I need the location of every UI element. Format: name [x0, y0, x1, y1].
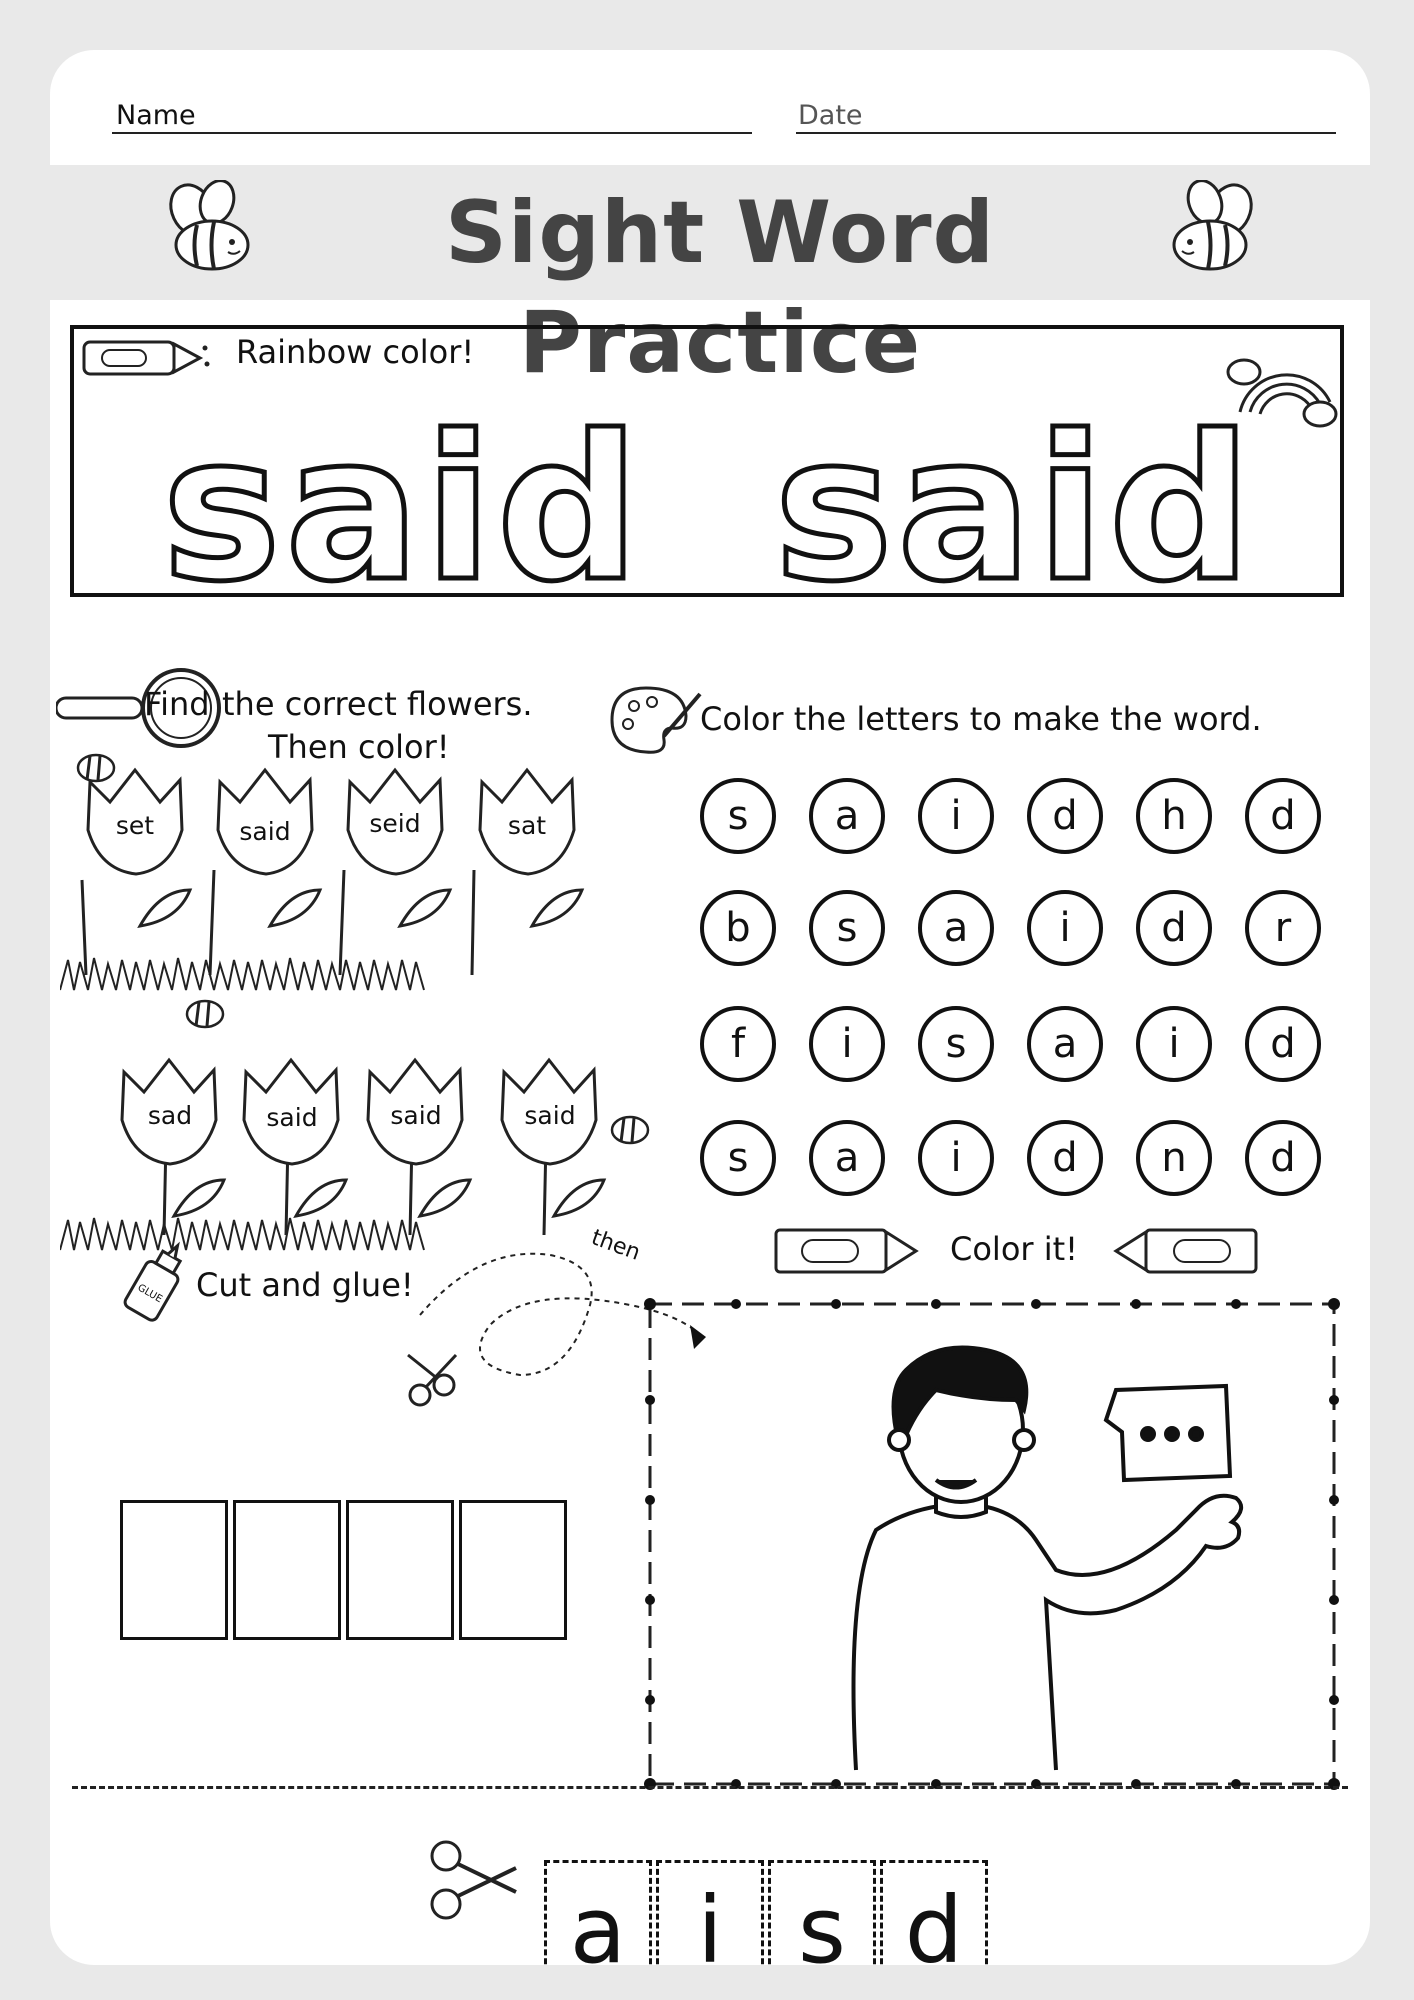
flower-label: said: [239, 817, 291, 846]
name-line[interactable]: [112, 132, 752, 134]
bee-icon: [162, 180, 262, 280]
coloring-frame[interactable]: [636, 1290, 1352, 1800]
flower-2: [218, 770, 320, 926]
scissors-icon: [422, 1830, 522, 1930]
letter-circle[interactable]: r: [1245, 890, 1321, 966]
worksheet: [50, 50, 1370, 1965]
find-instruction: the correct flowers.: [222, 685, 533, 723]
glue-box-2[interactable]: [233, 1500, 341, 1640]
letter-circle[interactable]: f: [700, 1006, 776, 1082]
flower-row-2: [60, 990, 670, 1260]
palette-icon: [606, 680, 706, 760]
bee-icon: [612, 1117, 648, 1143]
letter-circle[interactable]: a: [918, 890, 994, 966]
flower-label: sad: [147, 1101, 193, 1130]
letter-circle[interactable]: d: [1136, 890, 1212, 966]
letter-circle[interactable]: d: [1245, 1120, 1321, 1196]
flower-label: set: [115, 811, 155, 840]
date-label: Date: [798, 100, 863, 131]
letter-circle[interactable]: i: [918, 1120, 994, 1196]
color-it-instruction: Color it!: [950, 1230, 1078, 1268]
letter-circle[interactable]: s: [700, 1120, 776, 1196]
glue-box-1[interactable]: [120, 1500, 228, 1640]
letter-circle[interactable]: s: [700, 778, 776, 854]
boy-talking-illustration: [854, 1348, 1242, 1771]
name-label: Name: [116, 100, 196, 131]
letter-circle[interactable]: s: [809, 890, 885, 966]
letter-circle[interactable]: i: [918, 778, 994, 854]
letter-circle[interactable]: i: [1136, 1006, 1212, 1082]
letter-circle[interactable]: h: [1136, 778, 1212, 854]
page-title: Sight Word Practice: [444, 183, 996, 393]
cut-instruction: Cut and glue!: [196, 1266, 414, 1304]
then-color-instruction: Then color!: [268, 728, 450, 766]
flower-1: [88, 770, 190, 926]
flower-label: seid: [369, 809, 421, 838]
crayon-icon: [1110, 1224, 1260, 1280]
glue-label: GLUE: [135, 1282, 164, 1306]
letter-circle[interactable]: i: [1027, 890, 1103, 966]
crayon-icon: [772, 1224, 922, 1280]
letter-circle[interactable]: a: [809, 1120, 885, 1196]
rainbow-instruction: Rainbow color!: [236, 333, 475, 371]
outline-word-2[interactable]: said: [774, 393, 1256, 626]
then-label: then: [587, 1225, 644, 1266]
flower-3: [348, 770, 450, 926]
flower-7: [368, 1060, 470, 1216]
letter-circle[interactable]: i: [809, 1006, 885, 1082]
crayon-icon: [80, 334, 210, 384]
letter-circle[interactable]: a: [1027, 1006, 1103, 1082]
glue-icon: [116, 1238, 196, 1328]
flower-8: [502, 1060, 604, 1216]
flower-label: said: [390, 1101, 442, 1130]
scissors-icon: [408, 1355, 456, 1405]
letter-circle[interactable]: a: [809, 778, 885, 854]
letters-instruction: Color the letters to make the word.: [700, 700, 1262, 738]
letter-tile[interactable]: i: [656, 1860, 764, 1965]
find-word: Find: [144, 685, 210, 723]
flower-label: said: [266, 1103, 318, 1132]
flower-row-1: [60, 750, 670, 1010]
letter-tile[interactable]: d: [880, 1860, 988, 1965]
glue-box-4[interactable]: [459, 1500, 567, 1640]
letter-circle[interactable]: d: [1245, 778, 1321, 854]
bee-icon: [78, 755, 114, 781]
flower-6: [244, 1060, 346, 1216]
letter-circle[interactable]: b: [700, 890, 776, 966]
letter-tile[interactable]: a: [544, 1860, 652, 1965]
flower-label: said: [524, 1101, 576, 1130]
letter-circle[interactable]: d: [1027, 778, 1103, 854]
glue-box-3[interactable]: [346, 1500, 454, 1640]
letter-circle[interactable]: d: [1245, 1006, 1321, 1082]
letter-tile[interactable]: s: [768, 1860, 876, 1965]
bee-icon: [1160, 180, 1260, 280]
letter-circle[interactable]: n: [1136, 1120, 1212, 1196]
letter-circle[interactable]: d: [1027, 1120, 1103, 1196]
flower-label: sat: [507, 811, 547, 840]
date-line[interactable]: [796, 132, 1336, 134]
flower-4: [480, 770, 582, 926]
cut-line: [72, 1786, 1348, 1789]
bee-icon: [187, 1001, 223, 1027]
letter-circle[interactable]: s: [918, 1006, 994, 1082]
outline-word-1[interactable]: said: [162, 393, 644, 626]
flower-5: [122, 1060, 224, 1216]
